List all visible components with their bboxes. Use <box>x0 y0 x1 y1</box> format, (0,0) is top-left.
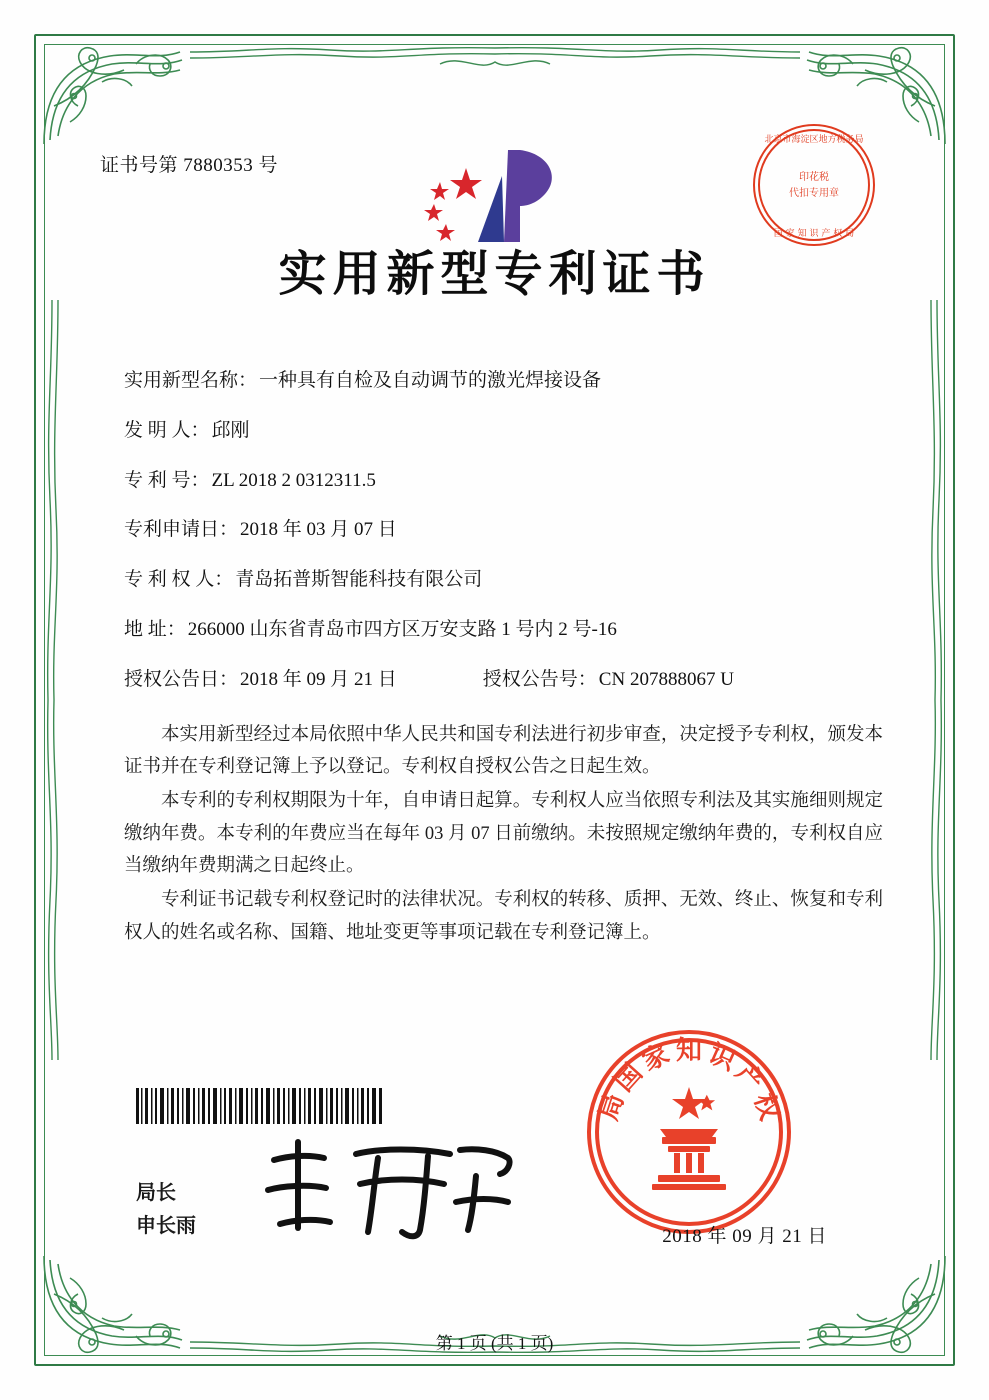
svg-text:印花税: 印花税 <box>799 172 829 183</box>
svg-text:代扣专用章: 代扣专用章 <box>789 188 839 199</box>
grant-row <box>124 669 889 692</box>
field-value: 邱刚 <box>211 419 250 441</box>
certificate-content <box>100 120 889 1353</box>
svg-text:家: 家 <box>638 1039 675 1077</box>
svg-text:知: 知 <box>675 1036 703 1066</box>
field-label: 专 利 号： <box>124 469 210 491</box>
patent-office-logo-icon <box>400 142 590 257</box>
grant-date-label: 授权公告日： <box>124 668 239 690</box>
field-label: 地 址： <box>124 618 186 640</box>
svg-text:权: 权 <box>747 1089 785 1124</box>
grant-date-value: 2018 年 09 月 21 日 <box>240 668 397 690</box>
paragraph: 本实用新型经过本局依照中华人民共和国专利法进行初步审查，决定授予专利权，颁发本证书并在专利登记簿上予以登记。专利权自授权公告之日起生效。 <box>124 724 883 777</box>
grant-number-value: CN 207888067 U <box>598 668 734 690</box>
svg-text:国: 国 <box>608 1058 649 1098</box>
field-label: 专利申请日： <box>124 519 239 541</box>
field-row <box>124 470 889 493</box>
field-label: 发 明 人： <box>124 419 210 441</box>
field-label: 实用新型名称： <box>124 370 258 391</box>
svg-text:局: 局 <box>593 1089 631 1124</box>
page-footer: 第 1 页 (共 1 页) <box>435 1334 554 1353</box>
signature-block <box>136 1176 196 1242</box>
national-emblem-icon <box>652 1087 726 1190</box>
field-value: 2018 年 03 月 07 日 <box>240 519 397 541</box>
signature-role: 局长 <box>136 1180 176 1204</box>
certificate-number: 证书号第 7880353 号 <box>100 155 279 176</box>
legal-text <box>100 719 889 950</box>
svg-text:国 家 知 识 产 权 局: 国 家 知 识 产 权 局 <box>773 229 855 239</box>
field-value: 266000 山东省青岛市四方区万安支路 1 号内 2 号-16 <box>187 618 617 640</box>
official-seal <box>582 1025 797 1240</box>
field-value: 一种具有自检及自动调节的激光焊接设备 <box>259 370 602 391</box>
tax-stamp <box>749 120 879 250</box>
signature-name: 申长雨 <box>136 1213 196 1237</box>
field-value: ZL 2018 2 0312311.5 <box>211 469 376 491</box>
field-row <box>124 420 889 443</box>
svg-text:产: 产 <box>729 1058 770 1098</box>
paragraph: 专利证书记载专利权登记时的法律状况。专利权的转移、质押、无效、终止、恢复和专利权人的姓名或名称、国籍、地址变更等事项记载在专利登记簿上。 <box>124 890 883 943</box>
seal-date: 2018 年 09 月 21 日 <box>662 1226 827 1247</box>
field-row <box>124 519 889 542</box>
field-value: 青岛拓普斯智能科技有限公司 <box>235 569 483 591</box>
field-label: 专 利 权 人： <box>124 569 234 591</box>
svg-text:北京市海淀区地方税务局: 北京市海淀区地方税务局 <box>764 135 864 145</box>
field-row <box>124 569 889 592</box>
field-row <box>124 370 889 393</box>
page-title: 实用新型专利证书 <box>278 246 711 302</box>
handwritten-signature-icon <box>260 1132 520 1242</box>
barcode-icon <box>136 1088 386 1124</box>
grant-number-label: 授权公告号： <box>482 668 597 690</box>
paragraph: 本专利的专利权期限为十年，自申请日起算。专利权人应当依照专利法及其实施细则规定缴纳年费。本专利的年费应当在每年 03 月 07 日前缴纳。未按照规定缴纳年费的，专利权自应当缴纳年费期满之日起终止。 <box>124 791 883 877</box>
field-list <box>100 370 889 692</box>
field-row <box>124 619 889 642</box>
svg-text:识: 识 <box>703 1039 740 1077</box>
